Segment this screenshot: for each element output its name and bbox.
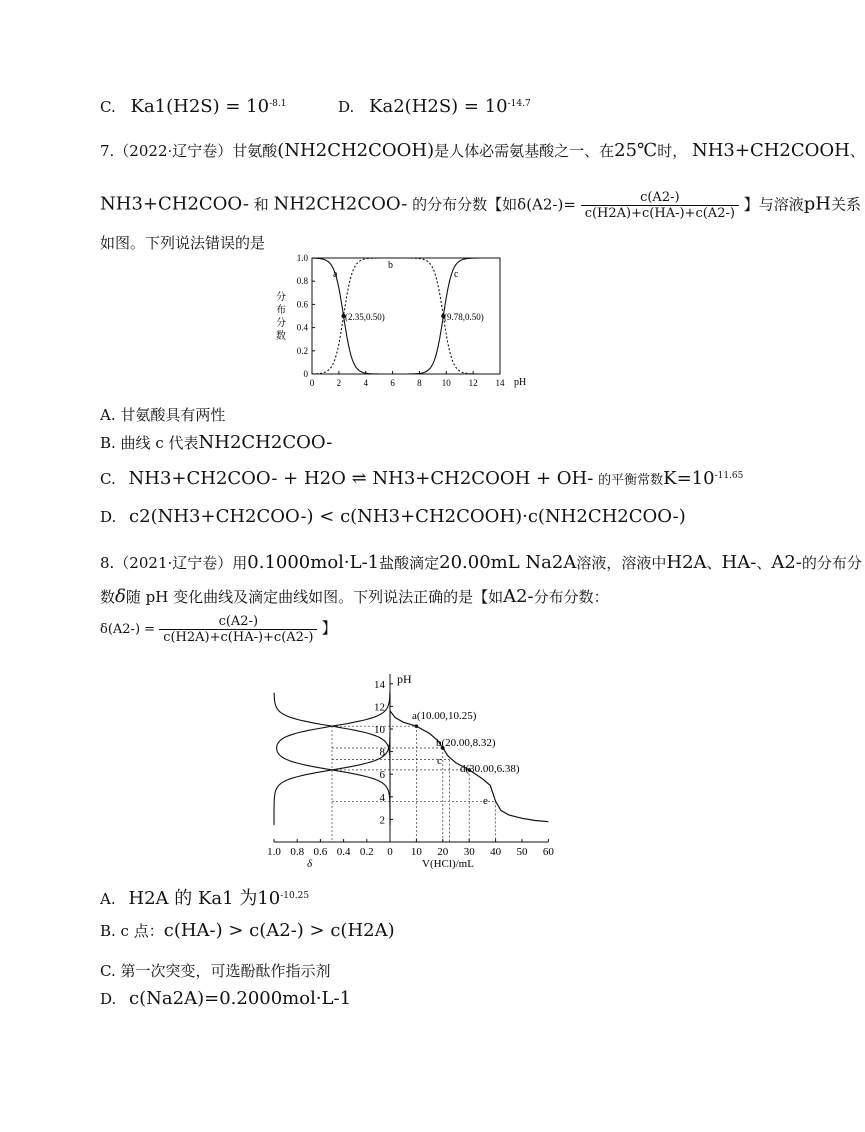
q7-option-a: A. 甘氨酸具有两性 <box>100 406 226 424</box>
chart1-ytick-label: 0.2 <box>296 345 308 356</box>
curve-label-a: a <box>333 269 338 280</box>
point-label-c: c <box>437 755 442 767</box>
chart2-ylabel: pH <box>397 672 412 686</box>
chart2-ytick-label: 8 <box>379 746 385 759</box>
q6-option-d: D. $Ka2(H2S) = 10^{-14.7}$ <box>338 96 531 117</box>
chart2-xtick-left-label: 0 <box>387 846 393 858</box>
q7-option-c: C. NH3+CH2COO- + H2O ⇌ NH3+CH2COOH + OH- 的平衡常数$K=10^{-11.65}$ <box>100 468 744 489</box>
titration-point-a <box>415 724 419 728</box>
chart2-xtick-left-label: 1.0 <box>267 846 281 858</box>
chart1-xtick-label: 2 <box>336 378 342 388</box>
point-label-e: e <box>483 795 488 807</box>
chart2-ytick-label: 2 <box>379 814 385 827</box>
q7-stem-line1: 7.（2022·辽宁卷）甘氨酸(NH2CH2COOH)是人体必需氨基酸之一、在25℃时， NH3+CH2COOH、 <box>100 140 865 161</box>
chart2-xtick-right-label: 40 <box>490 846 502 858</box>
chart1-xtick-label: 6 <box>390 378 395 388</box>
q8-option-a: A. H2A 的 Ka1 为$10^{-10.25}$ <box>100 888 310 909</box>
chart1-ytick-label: 0 <box>303 369 308 379</box>
chart1-ylabel-char: 布 <box>276 305 286 316</box>
point-label-2: (9.78,0.50) <box>444 312 484 322</box>
chart2-xtick-left-label: 0.2 <box>359 846 374 858</box>
q8-stem-line2: 数δ随 pH 变化曲线及滴定曲线如图。下列说法正确的是【如A2-分布分数： <box>100 586 609 607</box>
chart1-ytick-label: 0.8 <box>296 276 308 287</box>
chart1-xtick-label: 4 <box>363 378 368 388</box>
chart1-xtick-label: 8 <box>417 378 422 388</box>
distribution-chart <box>270 250 540 395</box>
chart1-ytick-label: 0.4 <box>296 322 308 333</box>
curve-label-b: b <box>388 260 393 271</box>
chart1-ylabel <box>276 290 286 342</box>
chart1-ylabel-char: 分 <box>276 292 286 303</box>
chart2-xtick-right-label: 10 <box>410 846 422 858</box>
chart2-xtick-left-label: 0.6 <box>313 846 328 858</box>
q7-stem-line3: 如图。下列说法错误的是 <box>100 234 266 252</box>
chart1-xtick-label: 14 <box>495 378 505 388</box>
point-label-a: a(10.00,10.25) <box>412 710 477 722</box>
chart2-ytick-label: 12 <box>374 701 385 714</box>
chart1-ytick-label: 0.6 <box>296 299 308 310</box>
q8-option-d: D. c(Na2A)=0.2000mol·L-1 <box>100 988 352 1009</box>
chart1-ylabel-char: 分 <box>276 318 286 329</box>
delta-HA-curve <box>277 693 390 825</box>
chart2-xlabel-right: V(HCl)/mL <box>422 858 474 870</box>
chart1-xlabel: pH <box>514 377 527 388</box>
chart2-ytick-label: 6 <box>379 769 385 782</box>
chart2-ytick-label: 14 <box>374 678 385 691</box>
q8-stem-line3: δ(A2-) = $\frac{c(A2-)}{c(H2A)+c(HA-)+c(A2-)}$ 】 <box>100 614 337 645</box>
chart1-ylabel-char: 数 <box>276 331 286 342</box>
chart2-xtick-right-label: 20 <box>437 846 449 858</box>
chart2-xtick-right-label: 60 <box>542 846 554 858</box>
chart2-ytick-label: 4 <box>379 791 385 804</box>
chart1-xtick-label: 0 <box>309 378 315 388</box>
chart2-xlabel-left: δ <box>307 858 313 870</box>
q8-fraction: $\frac{c(A2-)}{c(H2A)+c(HA-)+c(A2-)}$ <box>159 614 317 645</box>
q7-option-b: B. 曲线 c 代表NH2CH2COO- <box>100 432 333 453</box>
q8-option-c: C. 第一次突变，可选酚酞作指示剂 <box>100 962 331 980</box>
point-label-d: d(30.00,6.38) <box>460 763 520 775</box>
chart1-xtick-label: 12 <box>468 378 478 388</box>
q8-option-b: B. c 点：c(HA-) > c(A2-) > c(H2A) <box>100 920 395 941</box>
chart2-xtick-right-label: 30 <box>463 846 475 858</box>
q6-option-c: C. $Ka1(H2S) = 10^{-8.1}$ <box>100 96 287 117</box>
chart2-xtick-right-label: 50 <box>516 846 528 858</box>
chart2-xtick-left-label: 0.4 <box>336 846 351 858</box>
chart2-ytick-label: 10 <box>374 724 385 736</box>
q7-stem-line2: NH3+CH2COO- 和 NH2CH2COO- 的分布分数【如δ(A2-)= $\frac{c(A2-)}{c(H2A)+c(HA-)+c(A2-)}$ 】与溶液pH关系 <box>100 190 861 221</box>
point-label-b: b(20.00,8.32) <box>436 737 496 749</box>
curve-label-c: c <box>454 269 459 280</box>
q8-stem-line1: 8.（2021·辽宁卷）用0.1000mol·L-1盐酸滴定20.00mL Na2A溶液，溶液中H2A、HA-、A2-的分布分 <box>100 552 862 573</box>
point-label-1: (2.35,0.50) <box>345 312 385 322</box>
chart1-xtick-label: 10 <box>441 378 451 388</box>
q7-option-d: D. c2(NH3+CH2COO-) < c(NH3+CH2COOH)·c(NH2CH2COO-) <box>100 506 686 527</box>
chart1-ytick-label: 1.0 <box>296 253 308 263</box>
titration-chart <box>260 666 554 872</box>
chart2-xtick-left-label: 0.8 <box>290 846 305 858</box>
q7-fraction: $\frac{c(A2-)}{c(H2A)+c(HA-)+c(A2-)}$ <box>581 190 739 221</box>
